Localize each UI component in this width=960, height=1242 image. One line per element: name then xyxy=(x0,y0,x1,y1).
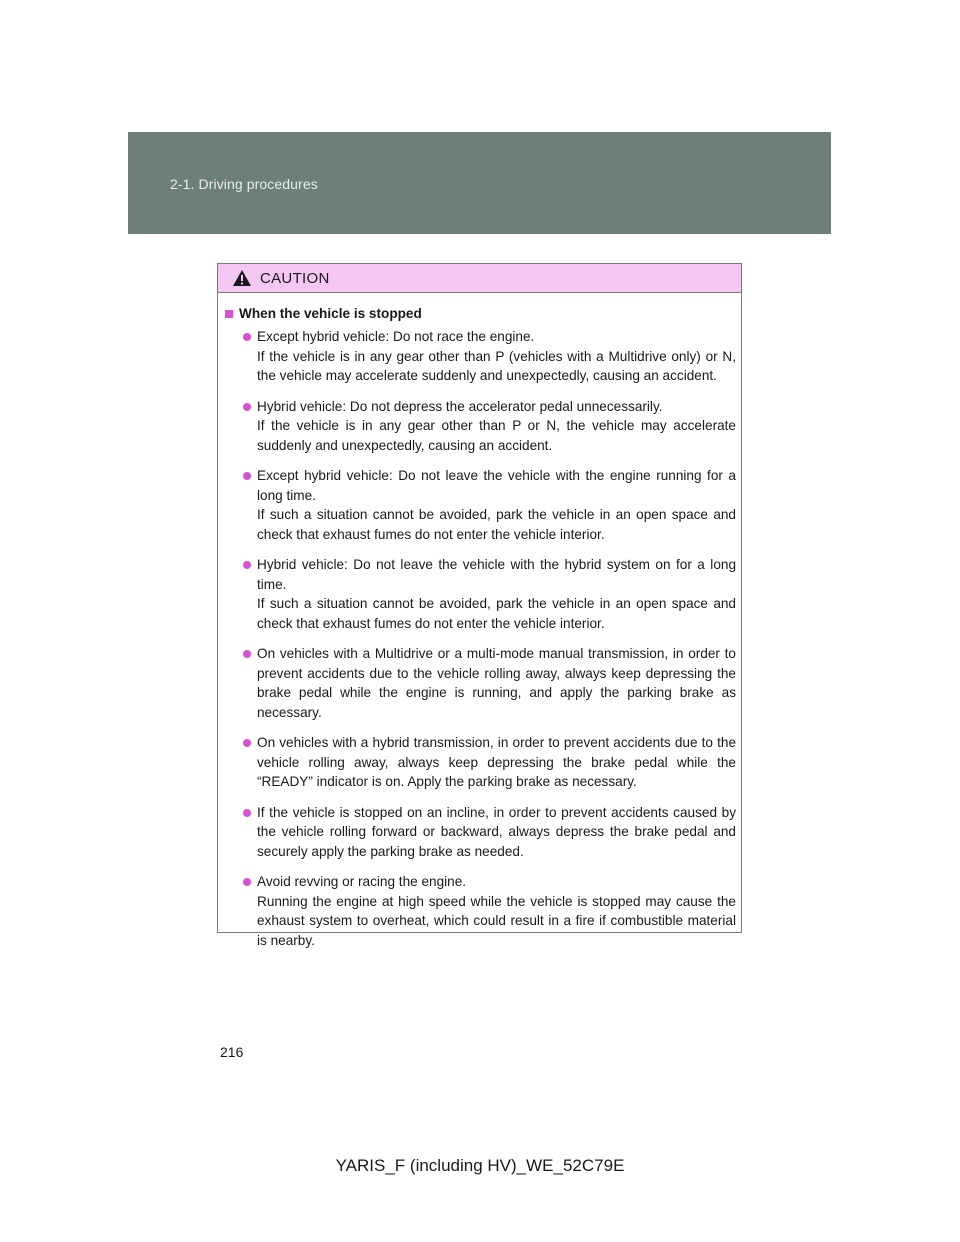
caution-item xyxy=(225,397,736,456)
caution-item xyxy=(225,644,736,722)
caution-item-text xyxy=(257,555,736,633)
square-bullet-icon xyxy=(225,310,233,318)
caution-item-text xyxy=(257,466,736,544)
caution-body xyxy=(218,293,741,950)
caution-item-line: If such a situation cannot be avoided, park the vehicle in an open space and check that exhaust fumes do not enter the vehicle interior. xyxy=(257,596,736,631)
caution-item-line: Avoid revving or racing the engine. xyxy=(257,874,467,889)
caution-item xyxy=(225,733,736,792)
section-breadcrumb: 2-1. Driving procedures xyxy=(170,176,318,192)
header-band xyxy=(128,132,831,234)
caution-item-text xyxy=(257,872,736,950)
section-title xyxy=(225,306,736,321)
caution-item-text xyxy=(257,733,736,792)
caution-item xyxy=(225,555,736,633)
bullet-dot-icon xyxy=(243,650,251,658)
caution-item-line: If the vehicle is in any gear other than P or N, the vehicle may accelerate suddenly and unexpectedly, causing an accident. xyxy=(257,418,736,453)
caution-item xyxy=(225,803,736,862)
caution-box xyxy=(217,263,742,948)
bullet-dot-icon xyxy=(243,472,251,480)
caution-items xyxy=(225,327,736,950)
bullet-dot-icon xyxy=(243,403,251,411)
caution-item-line: Hybrid vehicle: Do not depress the accelerator pedal unnecessarily. xyxy=(257,398,663,414)
caution-item-line: If the vehicle is stopped on an incline, in order to prevent accidents caused by the vehicle rolling forward or backward, always depress the brake pedal and securely apply the parking brake as needed. xyxy=(257,804,736,859)
caution-title: CAUTION xyxy=(260,269,330,287)
caution-item-text xyxy=(257,644,736,722)
caution-item-text xyxy=(257,803,736,862)
caution-item-line: If the vehicle is in any gear other than P (vehicles with a Multidrive only) or N, the vehicle may accelerate suddenly and unexpectedly, causing an accident. xyxy=(257,348,736,383)
caution-item-line: Running the engine at high speed while the vehicle is stopped may cause the exhaust system to overheat, which could result in a fire if combustible material is nearby. xyxy=(257,893,736,948)
caution-item-line: If such a situation cannot be avoided, park the vehicle in an open space and check that exhaust fumes do not enter the vehicle interior. xyxy=(257,507,736,542)
caution-item xyxy=(225,327,736,386)
caution-item-text xyxy=(257,397,736,456)
section-title-text: When the vehicle is stopped xyxy=(239,306,422,321)
bullet-dot-icon xyxy=(243,739,251,747)
bullet-dot-icon xyxy=(243,561,251,569)
caution-item-line: On vehicles with a hybrid transmission, in order to prevent accidents due to the vehicle rolling away, always keep depressing the brake pedal while the “READY” indicator is on. Apply the parking brake as necessary. xyxy=(257,735,736,789)
warning-triangle-icon xyxy=(232,269,252,287)
caution-item-line: Hybrid vehicle: Do not leave the vehicle with the hybrid system on for a long time. xyxy=(257,557,736,592)
bullet-dot-icon xyxy=(243,333,251,341)
bullet-dot-icon xyxy=(243,878,251,886)
caution-item xyxy=(225,872,736,950)
page-number: 216 xyxy=(220,1044,244,1060)
document-footer: YARIS_F (including HV)_WE_52C79E xyxy=(335,1156,625,1175)
caution-item xyxy=(225,466,736,544)
caution-item-text xyxy=(257,327,736,386)
caution-item-line: Except hybrid vehicle: Do not leave the vehicle with the engine running for a long time. xyxy=(257,468,736,503)
caution-header xyxy=(218,264,741,293)
bullet-dot-icon xyxy=(243,809,251,817)
caution-item-line: Except hybrid vehicle: Do not race the engine. xyxy=(257,329,535,344)
caution-item-line: On vehicles with a Multidrive or a multi-mode manual transmission, in order to prevent accidents due to the vehicle rolling away, always keep depressing the brake pedal while the engine is running, and apply the parking brake as necessary. xyxy=(257,646,736,720)
